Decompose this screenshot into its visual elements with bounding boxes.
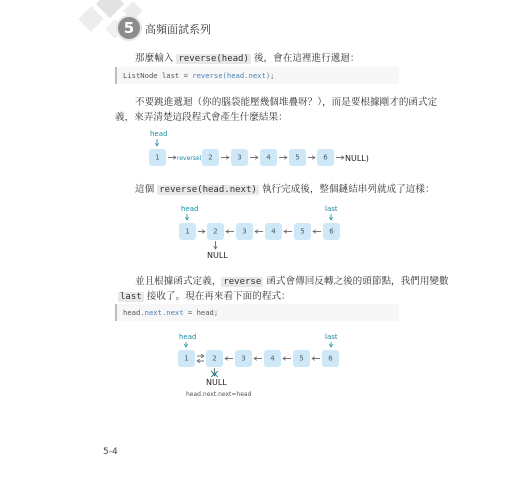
- fig2-last-label: last: [325, 205, 338, 213]
- fig1-call-label: reverse(: [177, 155, 202, 162]
- fig3-node-label: 4: [270, 354, 275, 363]
- fig1-node-label: 4: [266, 153, 271, 162]
- paragraph-1-pre: 那麼輸入: [135, 53, 177, 64]
- fig3-null-label: NULL: [206, 378, 227, 387]
- fig3-node-label: 2: [212, 354, 217, 363]
- paragraph-4-line2-post: 接收了。現在再來看下面的程式：: [143, 291, 291, 302]
- code-2-post: = head;: [183, 308, 219, 317]
- paragraph-2-line1: 不要跳進遞迴（你的腦袋能壓幾個堆疊呀？），而是要根據剛才的函式定: [135, 97, 438, 108]
- fig3-head-label: head: [179, 333, 197, 341]
- fig1-head-label: head: [150, 130, 168, 138]
- code-1-post: ;: [270, 71, 275, 80]
- inline-code: reverse(head.next): [159, 185, 257, 195]
- fig1-node-label: 5: [295, 153, 300, 162]
- paragraph-4-post: 函式會傳回反轉之後的頭節點，我們用變數: [263, 276, 449, 287]
- chapter-badge: 5: [118, 17, 140, 39]
- inline-code: last: [120, 292, 142, 302]
- page-number: 5-4: [103, 447, 118, 457]
- fig2-null-label: NULL: [207, 251, 228, 260]
- fig3-node-label: 1: [184, 354, 189, 363]
- fig3-node-label: 6: [328, 354, 333, 363]
- fig3-last-label: last: [325, 333, 338, 341]
- chapter-title: 高頻面試系列: [145, 23, 211, 36]
- fig3-caption: head.next.next=head: [186, 391, 252, 398]
- paragraph-2-line2: 義，來弄清楚這段程式會產生什麼結果：: [115, 112, 288, 123]
- fig2-head-label: head: [181, 205, 199, 213]
- fig2-node-label: 2: [213, 227, 218, 236]
- fig1-tail-label: NULL): [345, 154, 369, 163]
- paragraph-3-pre: 這個: [135, 184, 158, 195]
- fig3-node-label: 5: [299, 354, 304, 363]
- fig3-node-label: 3: [241, 354, 246, 363]
- fig1-node-label: 3: [237, 153, 242, 162]
- fig2-node-label: 1: [185, 227, 190, 236]
- paragraph-1-post: 後，會在這裡進行遞迴：: [250, 53, 360, 64]
- inline-code: reverse: [223, 277, 262, 287]
- fig2-node-label: 6: [329, 227, 334, 236]
- inline-code: reverse(head): [178, 54, 249, 64]
- fig1-node-label: 1: [155, 153, 160, 162]
- code-2-fn: .next.next: [140, 308, 184, 317]
- code-1-fn: reverse(head.next): [192, 71, 271, 80]
- fig2-node-label: 4: [271, 227, 276, 236]
- code-1-pre: ListNode last =: [123, 71, 193, 80]
- fig2-node-label: 5: [300, 227, 305, 236]
- fig2-node-label: 3: [242, 227, 247, 236]
- fig1-node-label: 6: [323, 153, 328, 162]
- paragraph-3-post: 執行完成後，整個鏈結串列就成了這樣：: [258, 184, 435, 195]
- code-2-pre: head: [123, 308, 141, 317]
- paragraph-4-pre: 並且根據函式定義，: [135, 276, 222, 287]
- fig1-node-label: 2: [208, 153, 213, 162]
